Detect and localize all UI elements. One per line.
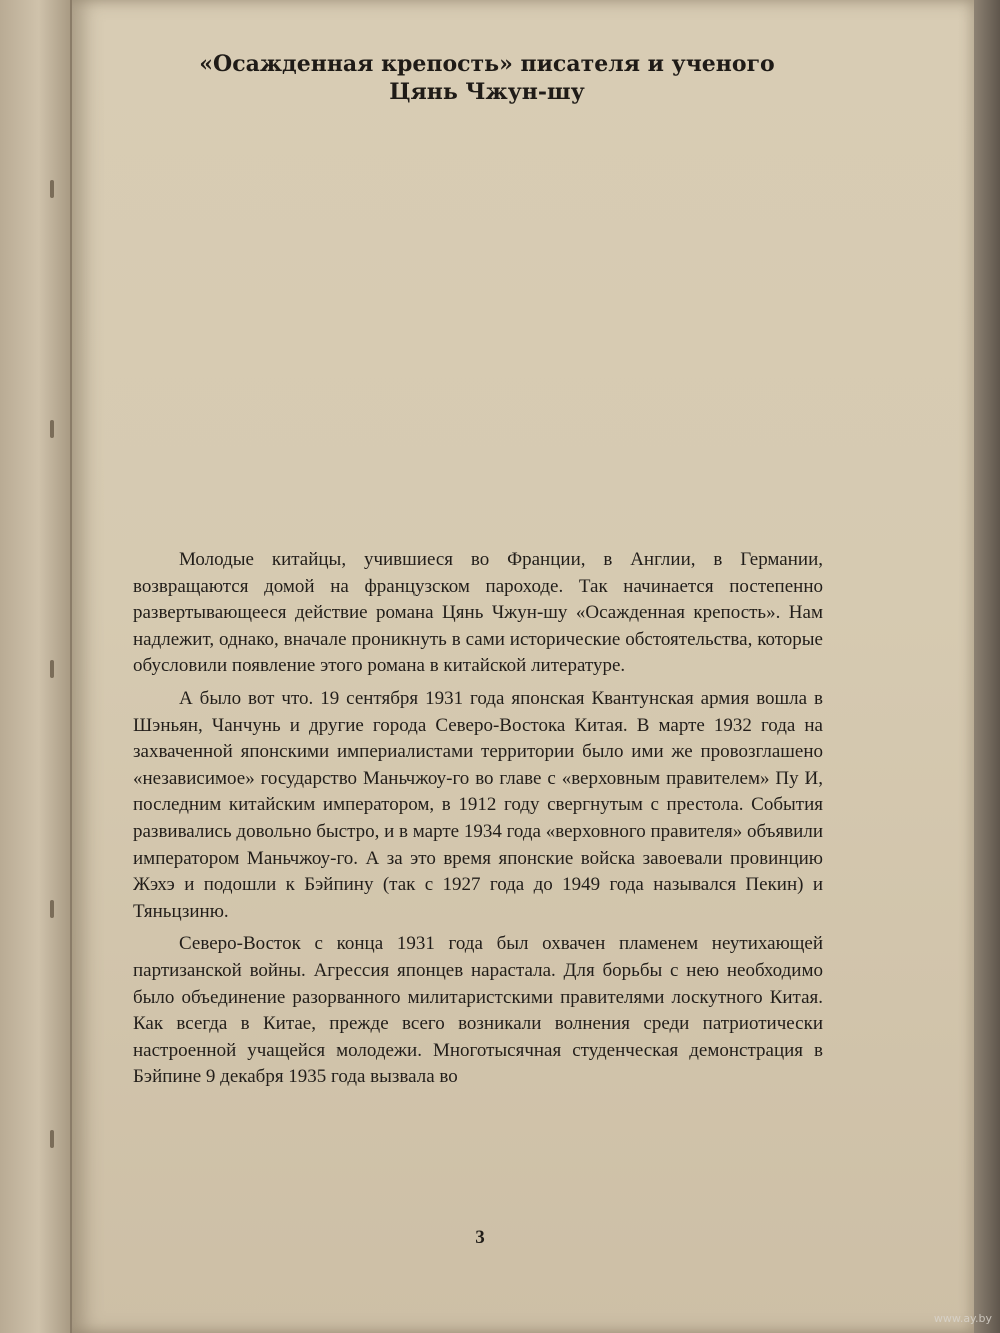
chapter-title-line-2: Цянь Чжун-шу [389,79,585,105]
facing-page-edge [0,0,72,1333]
binding-stitch [50,180,54,198]
chapter-title-line-1: «Осажденная крепость» писателя и ученого [199,51,775,77]
body-text [133,547,823,1097]
binding-stitch [50,420,54,438]
page-number: 3 [475,1227,485,1248]
binding-stitch [50,660,54,678]
paragraph: Молодые китайцы, учившиеся во Франции, в Англии, в Германии, возвращаются домой на французском пароходе. Так начинается постепенно развертывающееся действие романа Цянь Чжун-шу «Осажденная крепость». Нам надлежит, однако, вначале проникнуть в сами исторические обстоятельства, которые обусловили появление этого романа в китайской литературе. [133,549,823,677]
binding-stitch [50,1130,54,1148]
watermark: www.ay.by [933,1312,992,1325]
background-surface [974,0,1000,1333]
paragraph: Северо-Восток с конца 1931 года был охвачен пламенем неутихающей партизанской войны. Агрессия японцев нарастала. Для борьбы с нею необходимо было объединение разорванного милитаристскими правителями лоскутного Китая. Как всегда в Китае, прежде всего возникали волнения среди патриотически настроенной учащейся молодежи. Многотысячная студенческая демонстрация в Бэйпине 9 декабря 1935 года вызвала во [133,933,823,1088]
binding-stitch [50,900,54,918]
paragraph: А было вот что. 19 сентября 1931 года японская Квантунская армия вошла в Шэньян, Чанчунь и другие города Северо-Востока Китая. В марте 1932 года на захваченной японскими империалистами территории было ими же провозглашено «независимое» государство Маньчжоу-го во главе с «верховным правителем» Пу И, последним китайским императором, в 1912 году свергнутым с престола. События развивались довольно быстро, и в марте 1934 года «верховного правителя» объявили императором Маньчжоу-го. А за это время японские войска завоевали провинцию Жэхэ и подошли к Бэйпину (так с 1927 года до 1949 года назывался Пекин) и Тяньцзиню. [133,687,823,922]
chapter-title [72,50,902,106]
